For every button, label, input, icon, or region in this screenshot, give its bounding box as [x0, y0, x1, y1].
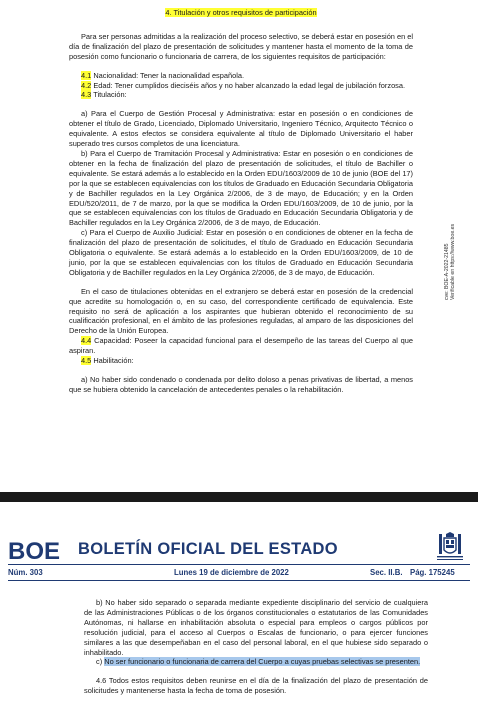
boe-logo — [8, 538, 64, 562]
requirement-number: 4.1 — [81, 70, 92, 80]
requirement-4-3-a: a) Para el Cuerpo de Gestión Procesal y Administrativa: estar en posesión o en condiciones de obtener el título de Grado, Licenciado, Diplomado Universitario, Ingeniero Técnico, Arquitecto Técnico o equivalente. A estos efectos se considera equivalente al título de Diplomado Universitario el haber superado tres cursos completos de una licenciatura. — [69, 109, 413, 149]
requirement-4-5 — [69, 356, 413, 366]
section-title-text: 4. Titulación y otros requisitos de participación — [165, 8, 317, 17]
requirement-4-2 — [69, 81, 413, 91]
issue-number: Núm. 303 — [8, 568, 43, 577]
section-label: Sec. II.B. — [370, 568, 403, 577]
page-separator — [0, 492, 478, 502]
requirement-text: Titulación: — [93, 90, 127, 100]
header-rule-bottom — [8, 580, 470, 581]
section-title — [69, 8, 413, 18]
requirement-4-5-b: b) No haber sido separado o separada mediante expediente disciplinario del servicio de cualquiera de las Administraciones Públicas o de los órganos constitucionales o estatutarios de las Comunidades Autónomas, ni hallarse en inhabilitación absoluta o especial para empleos o cargos públicos por resolución judicial, para el acceso al Cuerpos o Escalas de funcionario, o para ejercer funciones similares a las que desempeñaban en el caso del personal laboral, en el que hubiese sido separado o inhabilitado. — [84, 598, 428, 657]
requirement-text: Habilitación: — [93, 356, 134, 366]
boe-logo-text: BOE — [8, 538, 61, 562]
sidebar-verify-link[interactable]: Verificable en https://www.boe.es — [450, 223, 456, 300]
requirement-number: 4.4 — [81, 336, 92, 346]
requirement-4-5-c — [84, 657, 428, 667]
requirement-4-4 — [69, 336, 413, 356]
issue-date: Lunes 19 de diciembre de 2022 — [174, 568, 289, 577]
gazette-title: BOLETÍN OFICIAL DEL ESTADO — [78, 540, 338, 558]
verification-sidebar — [444, 224, 456, 300]
requirement-number: 4.3 — [81, 90, 92, 100]
requirement-c-prefix: c) — [96, 657, 103, 667]
page-1-body — [69, 8, 413, 395]
requirement-number: 4.5 — [81, 356, 92, 366]
intro-paragraph: Para ser personas admitidas a la realización del proceso selectivo, se deberá estar en posesión en el día de finalización del plazo de presentación de solicitudes y mantener hasta el momento de la toma de posesión como funcionario o funcionaria de carrera, de los siguientes requisitos de participación: — [69, 31, 413, 61]
requirement-text: Capacidad: Poseer la capacidad funcional para el desempeño de las tareas del Cuerpo al que aspiran. — [69, 336, 413, 356]
coat-of-arms-icon — [436, 532, 464, 562]
gazette-meta-row — [8, 568, 470, 578]
requirement-4-3-b: b) Para el Cuerpo de Tramitación Procesal y Administrativa: Estar en posesión o en condiciones de obtener en la fecha de finalización del plazo de presentación de solicitudes, el título de Bachiller o equivalente. Se estará además a lo establecido en la Orden EDU/1603/2009 de 10 de junio (BOE del 17) por la que se establecen equivalencias con los títulos de Graduado en Educación Secundaria Obligatoria y de Bachiller regulados en la Ley Orgánica 2/2006, de 3 de mayo, de Educación; y en la Orden EDU/520/2011, de 7 de marzo, por la que se modifica la Orden EDU/1603/2009, de 10 de junio, por la que se establecen equivalencias con los títulos de Graduado en Educación Secundaria Obligatoria y de Bachiller regulados en la Ley Orgánica 2/2006, de 3 de mayo, de Educación. — [69, 148, 413, 228]
requirement-text: Nacionalidad: Tener la nacionalidad española. — [93, 70, 245, 80]
requirement-4-3-c: c) Para el Cuerpo de Auxilio Judicial: Estar en posesión o en condiciones de obtener en la fecha de finalización del plazo de presentación de solicitudes, el título de Graduado en Educación Secundaria Obligatoria o equivalente. Se estará además a lo establecido en la Orden EDU/1603/2009, de 10 de junio, por la que se establecen equivalencias con los títulos de Graduado en Educación Secundaria Obligatoria y de Bachiller regulados en la Ley Orgánica 2/2006, de 3 de mayo, de Educación. — [69, 228, 413, 277]
requirement-4-5-a: a) No haber sido condenado o condenada por delito doloso a penas privativas de libertad, a menos que se hubiera obtenido la cancelación de antecedentes penales o la rehabilitación. — [69, 375, 413, 394]
sidebar-cve: cve: BOE-A-2022-21485 — [444, 243, 450, 300]
foreign-degrees-paragraph: En el caso de titulaciones obtenidas en el extranjero se deberá estar en posesión de la credencial que acredite su homologación o, en su caso, del correspondiente certificado de equivalencia. Este requisito no será de aplicación a los aspirantes que hubieran obtenido el reconocimiento de su cualificación profesional, en el ámbito de las profesiones reguladas, al amparo de las disposiciones del Derecho de la Unión Europea. — [69, 286, 413, 336]
requirement-4-6: 4.6 Todos estos requisitos deben reunirse en el día de la finalización del plazo de presentación de solicitudes y mantenerse hasta la fecha de toma de posesión. — [84, 676, 428, 696]
requirement-c-text: No ser funcionario o funcionaria de carrera del Cuerpo a cuyas pruebas selectivas se presenten. — [104, 657, 421, 667]
requirement-4-1 — [69, 71, 413, 81]
requirement-text: Edad: Tener cumplidos dieciséis años y no haber alcanzado la edad legal de jubilación forzosa. — [93, 80, 406, 90]
page-2-body — [84, 598, 428, 696]
header-rule-top — [8, 564, 470, 565]
requirement-4-3 — [69, 90, 413, 100]
requirement-number: 4.2 — [81, 80, 92, 90]
page-number: Pág. 175245 — [410, 568, 455, 577]
